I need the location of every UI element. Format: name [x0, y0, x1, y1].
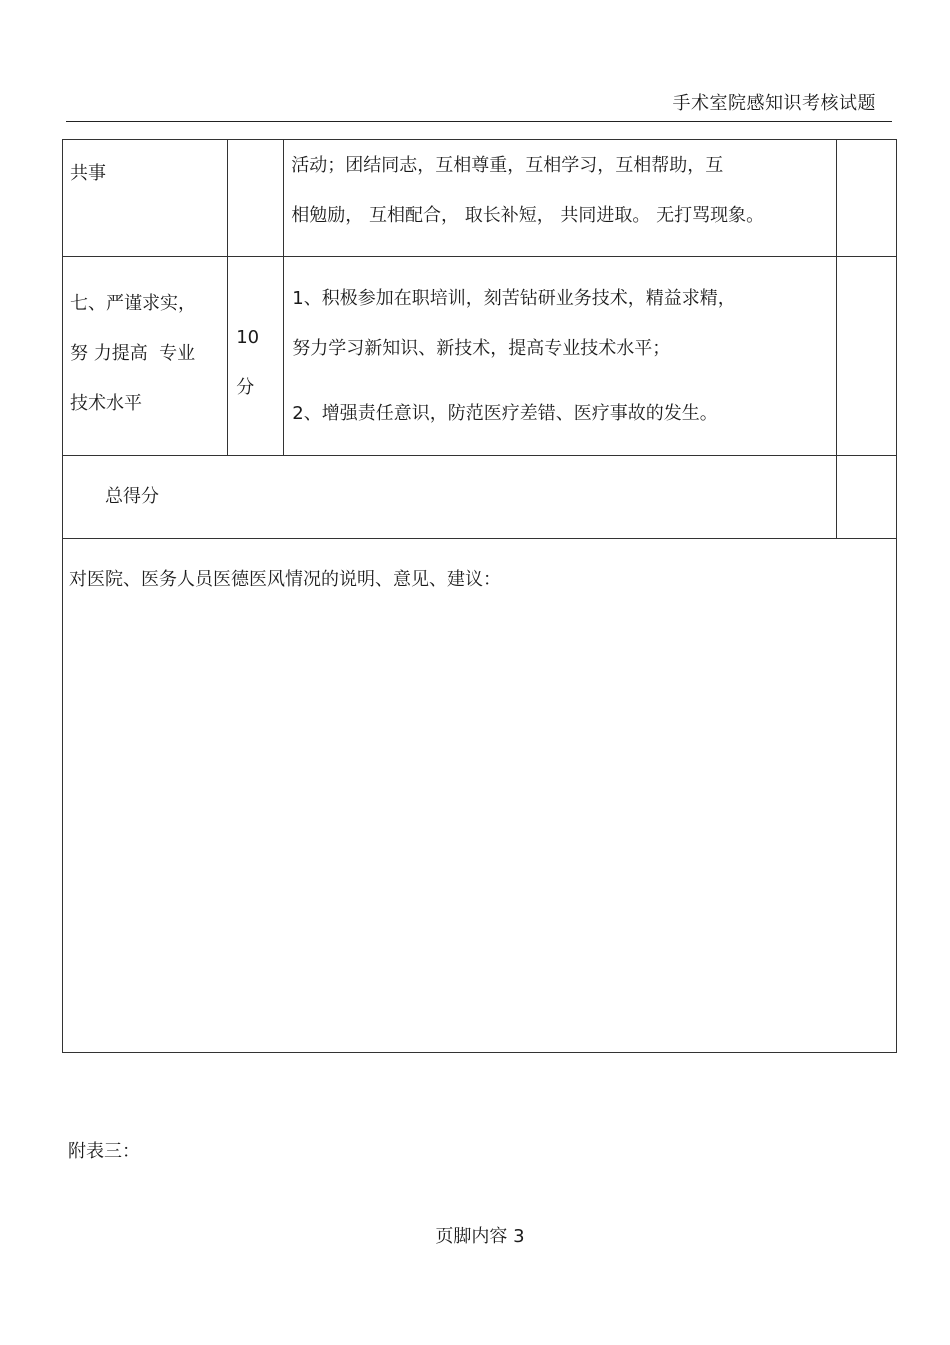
category-line: 努 力提高 专业 — [70, 343, 196, 364]
points-cell[interactable] — [836, 257, 896, 456]
table-row-continuation — [63, 140, 897, 257]
score-cell — [228, 140, 284, 257]
comments-label: 对医院、医务人员医德医风情况的说明、意见、建议： — [69, 569, 501, 590]
page-header-title: 手术室院感知识考核试题 — [672, 93, 876, 114]
appendix-label: 附表三： — [68, 1141, 140, 1162]
category-line: 七、严谨求实， — [70, 293, 196, 314]
description-text — [284, 257, 836, 439]
score-cell — [228, 257, 284, 456]
total-score-cell[interactable] — [836, 456, 896, 539]
description-line: 1、积极参加在职培训，刻苦钻研业务技术，精益求精， — [292, 288, 736, 309]
score-value: 10 — [236, 327, 260, 348]
header-divider — [66, 121, 892, 122]
category-cell — [63, 140, 228, 257]
description-line: 相勉励， 互相配合， 取长补短， 共同进取。 无打骂现象。 — [291, 205, 765, 226]
table-row-total — [63, 456, 897, 539]
page-footer: 页脚内容 3 — [435, 1226, 525, 1247]
comments-cell[interactable] — [63, 539, 897, 1053]
table-row-section-seven — [63, 257, 897, 456]
category-text — [63, 257, 227, 429]
category-cell — [63, 257, 228, 456]
total-label-cell — [63, 456, 837, 539]
description-line: 努力学习新知识、新技术，提高专业技术水平； — [292, 338, 671, 359]
evaluation-table — [62, 139, 897, 1053]
description-cell — [284, 257, 837, 456]
table-row-comments — [63, 539, 897, 1053]
description-cell — [284, 140, 837, 257]
total-score-label: 总得分 — [105, 486, 159, 507]
score-text — [228, 257, 283, 413]
description-line: 2、增强责任意识，防范医疗差错、医疗事故的发生。 — [292, 403, 718, 424]
score-text — [228, 140, 283, 149]
description-line: 活动；团结同志，互相尊重，互相学习，互相帮助，互 — [291, 155, 724, 176]
score-unit: 分 — [236, 377, 255, 398]
category-line: 技术水平 — [70, 393, 142, 414]
points-cell[interactable] — [836, 140, 896, 257]
category-text: 共事 — [70, 163, 106, 184]
description-text — [284, 140, 836, 241]
